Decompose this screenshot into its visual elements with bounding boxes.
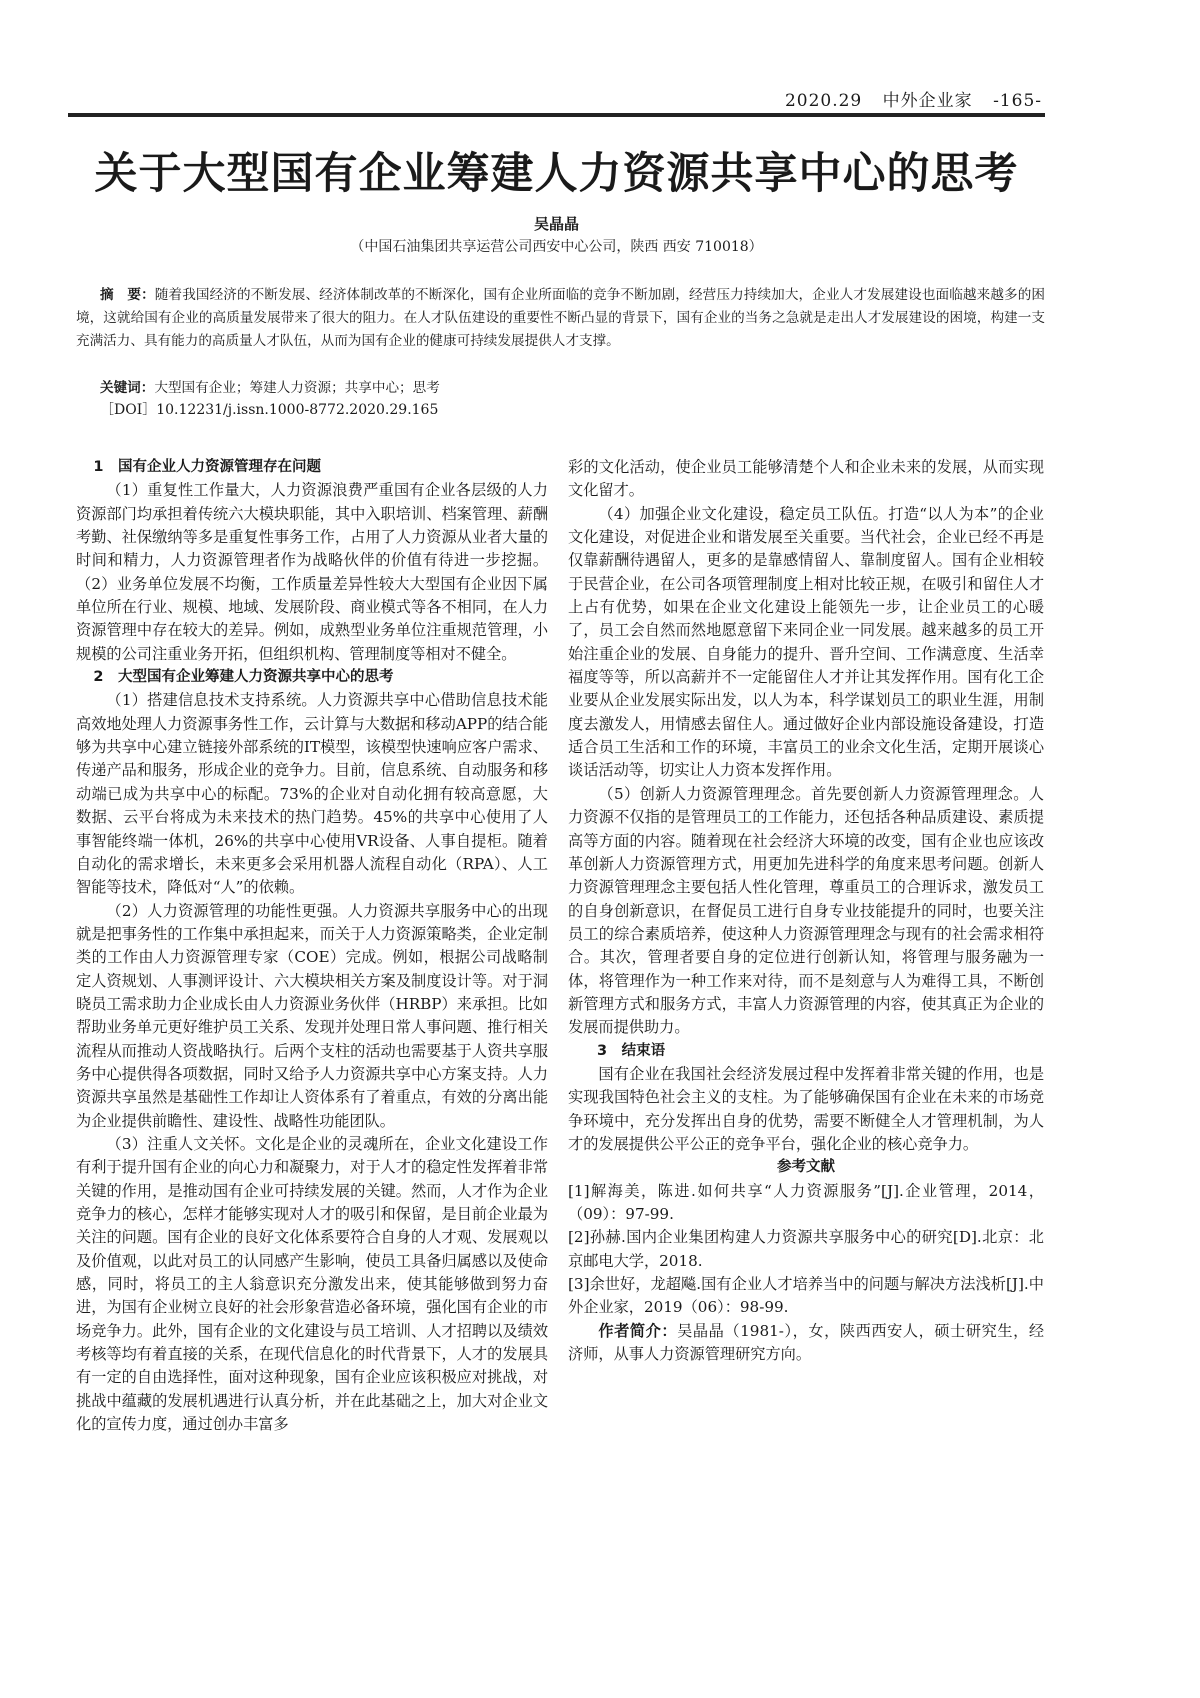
doi-label: ［DOI］	[100, 402, 157, 418]
article-title: 关于大型国有企业筹建人力资源共享中心的思考	[94, 149, 1019, 199]
right-column	[568, 456, 1044, 1366]
abstract	[76, 284, 1045, 353]
author-bio	[568, 1320, 1044, 1367]
paragraph: （1）搭建信息技术支持系统。人力资源共享中心借助信息技术能高效地处理人力资源事务性工作，云计算与大数据和移动APP的结合能够为共享中心建立链接外部系统的IT模型，该模型快速响应客户需求、传递产品和服务，形成企业的竞争力。目前，信息系统、自动服务和移动端已成为共享中心的标配。73%的企业对自动化拥有较高意愿，大数据、云平台将成为未来技术的热门趋势。45%的共享中心使用了人事智能终端一体机，26%的共享中心使用VR设备、人事自提柜。随着自动化的需求增长，未来更多会采用机器人流程自动化（RPA）、人工智能等技术，降低对“人”的依赖。	[76, 691, 548, 897]
abstract-text: 随着我国经济的不断发展、经济体制改革的不断深化，国有企业所面临的竞争不断加剧，经营压力持续加大，企业人才发展建设也面临越来越多的困境，这就给国有企业的高质量发展带来了很大的阻力。在人才队伍建设的重要性不断凸显的背景下，国有企业的当务之急就是走出人才发展建设的困境，构建一支充满活力、具有能力的高质量人才队伍，从而为国有企业的健康可持续发展提供人才支撑。	[76, 287, 1046, 349]
journal-name: 中外企业家	[882, 91, 973, 111]
section-heading: 1 国有企业人力资源管理存在问题	[93, 459, 321, 475]
running-header	[771, 86, 1042, 111]
paragraph: （5）创新人力资源管理理念。首先要创新人力资源管理理念。人力资源不仅指的是管理员工的工作能力，还包括各种品质建设、素质提高等方面的内容。随着现在社会经济大环境的改变，国有企业也应该改革创新人力资源管理方式，用更加先进科学的角度来思考问题。创新人力资源管理理念主要包括人性化管理，尊重员工的合理诉求，激发员工的自身创新意识，在督促员工进行自身专业技能提升的同时，也要关注员工的综合素质培养，使这种人力资源管理理念与现有的社会需求相符合。其次，管理者要自身的定位进行创新认知，将管理与服务融为一体，将管理作为一种工作来对待，而不是刻意与人为难得工具，不断创新管理方式和服务方式，丰富人力资源管理的内容，使其真正为企业的发展而提供助力。	[568, 784, 1044, 1037]
paragraph: （3）注重人文关怀。文化是企业的灵魂所在，企业文化建设工作有利于提升国有企业的向心力和凝聚力，对于人才的稳定性发挥着非常关键的作用，是推动国有企业可持续发展的关键。然而，人才作为企业竞争力的核心，怎样才能够实现对人才的吸引和保留，是目前企业最为关注的问题。国有企业的良好文化体系要符合自身的人才观、发展观以及价值观，以此对员工的认同感产生影响，使员工具备归属感以及使命感，同时，将员工的主人翁意识充分激发出来，使其能够做到努力奋进，为国有企业树立良好的社会形象营造必备环境，强化国有企业的市场竞争力。此外，国有企业的文化建设与员工培训、人才招聘以及绩效考核等均有着直接的关系，在现代信息化的时代背景下，人才的发展具有一定的自由选择性，面对这种现象，国有企业应该积极应对挑战，对挑战中蕴藏的发展机遇进行认真分析，并在此基础之上，加大对企业文化的宣传力度，通过创办丰富多	[76, 1134, 548, 1434]
reference-item: [1]解海美，陈进.如何共享“人力资源服务”[J].企业管理，2014，（09）：97-99.	[568, 1181, 1044, 1223]
doi	[100, 399, 438, 419]
paragraph: （2）人力资源管理的功能性更强。人力资源共享服务中心的出现就是把事务性的工作集中承担起来，而关于人力资源策略类，企业定制类的工作由人力资源管理专家（COE）完成。例如，根据公司战略制定人资规划、人事测评设计、六大模块相关方案及制度设计等。对于洞晓员工需求助力企业成长由人力资源业务伙伴（HRBP）来承担。比如帮助业务单元更好维护员工关系、发现并处理日常人事问题、推行相关流程从而推动人资战略执行。后两个支柱的活动也需要基于人资共享服务中心提供得各项数据，同时又给予人力资源共享中心方案支持。人力资源共享虽然是基础性工作却让人资体系有了着重点，有效的分离出能为企业提供前瞻性、建设性、战略性功能团队。	[76, 901, 548, 1130]
issue-number: 2020.29	[784, 91, 863, 111]
keywords-label: 关键词：	[100, 380, 155, 396]
paragraph: （1）重复性工作量大，人力资源浪费严重国有企业各层级的人力资源部门均承担着传统六大模块职能，其中入职培训、档案管理、薪酬考勤、社保缴纳等多是重复性事务工作，占用了人力资源从业者大量的时间和精力，人力资源管理者作为战略伙伴的价值有待进一步挖掘。（2）业务单位发展不均衡，工作质量差异性较大大型国有企业因下属单位所在行业、规模、地域、发展阶段、商业模式等各不相同，在人力资源管理中存在较大的差异。例如，成熟型业务单位注重规范管理，小规模的公司注重业务开拓，但组织机构、管理制度等相对不健全。	[76, 481, 548, 663]
references-title: 参考文献	[777, 1159, 835, 1176]
reference-item: [2]孙赫.国内企业集团构建人力资源共享服务中心的研究[D].北京：北京邮电大学，2018.	[568, 1228, 1044, 1270]
section-heading: 2 大型国有企业筹建人力资源共享中心的思考	[93, 669, 394, 686]
left-column	[76, 456, 548, 1436]
bio-text: 吴晶晶（1981-），女，陕西西安人，硕士研究生，经济师，从事人力资源管理研究方向。	[568, 1321, 1045, 1364]
page-number: -165-	[993, 91, 1042, 111]
keywords-text: 大型国有企业；筹建人力资源；共享中心；思考	[154, 380, 440, 396]
bio-label: 作者简介：	[598, 1321, 678, 1340]
keywords	[100, 376, 440, 396]
reference-item: [3]余世好，龙超飚.国有企业人才培养当中的问题与解决方法浅析[J].中外企业家，2019（06）：98-99.	[568, 1275, 1044, 1317]
section-heading: 3 结束语	[597, 1042, 666, 1059]
paragraph: 彩的文化活动，使企业员工能够清楚个人和企业未来的发展，从而实现文化留才。	[568, 458, 1044, 500]
doi-text: 10.12231/j.issn.1000-8772.2020.29.165	[156, 402, 439, 418]
paragraph: （4）加强企业文化建设，稳定员工队伍。打造“以人为本”的企业文化建设，对促进企业和谐发展至关重要。当代社会，企业已经不再是仅靠薪酬待遇留人，更多的是靠感情留人、靠制度留人。国有企业相较于民营企业，在公司各项管理制度上相对比较正规，在吸引和留住人才上占有优势，如果在企业文化建设上能领先一步，让企业员工的心暖了，员工会自然而然地愿意留下来同企业一同发展。越来越多的员工开始注重企业的发展、自身能力的提升、晋升空间、工作满意度、生活幸福度等等，所以高薪并不一定能留住人才并让其发挥作用。国有化工企业要从企业发展实际出发，以人为本，科学谋划员工的职业生涯，用制度去激发人，用情感去留住人。通过做好企业内部设施设备建设，打造适合员工生活和工作的环境，丰富员工的业余文化生活，定期开展谈心谈话活动等，切实让人力资本发挥作用。	[568, 504, 1044, 780]
author-affiliation: （中国石油集团共享运营公司西安中心公司，陕西 西安 710018）	[350, 239, 763, 255]
header-rule	[68, 113, 1045, 117]
abstract-label: 摘 要：	[100, 287, 155, 303]
paragraph: 国有企业在我国社会经济发展过程中发挥着非常关键的作用，也是实现我国特色社会主义的支柱。为了能够确保国有企业在未来的市场竞争环境中，充分发挥出自身的优势，需要不断健全人才管理机制，为人才的发展提供公平公正的竞争平台，强化企业的核心竞争力。	[568, 1064, 1044, 1153]
author-name: 吴晶晶	[533, 215, 579, 233]
